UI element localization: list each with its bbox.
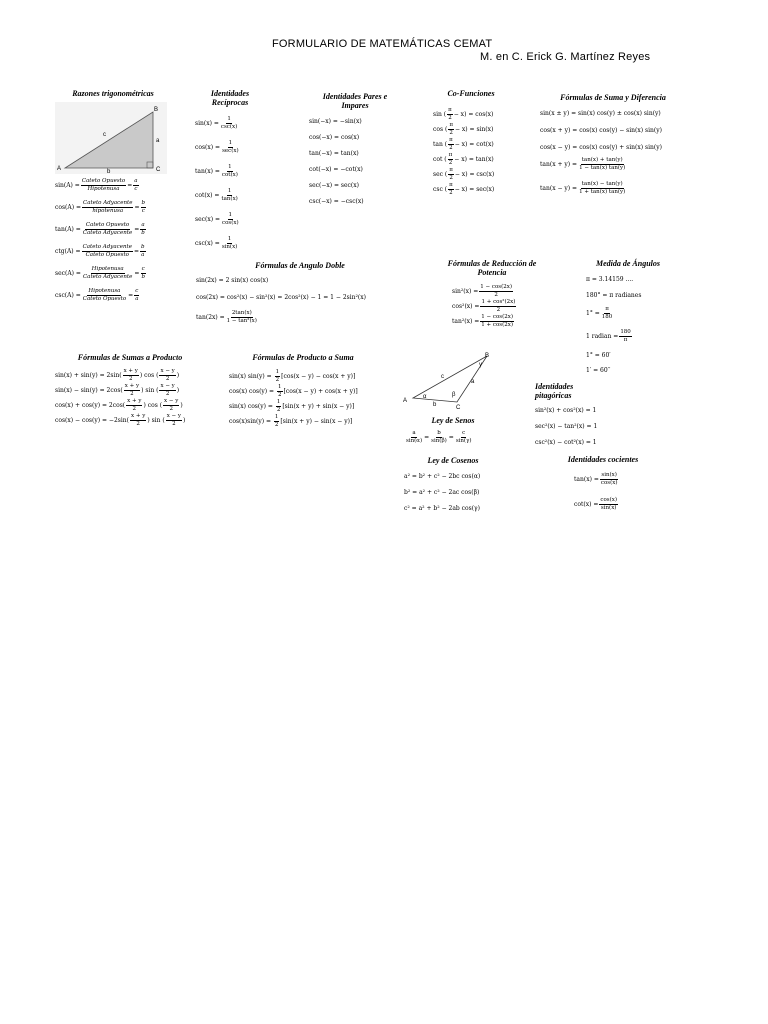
cociente-tan: tan(x) = $\frac{\sin(x)}{\cos(x)}$ xyxy=(574,472,618,486)
cociente-cot: cot(x) = $\frac{\cos(x)}{\sin(x)}$ xyxy=(574,497,617,511)
triangle-label-c-vertex: C xyxy=(156,167,161,173)
razon-csc: csc(A) = $\frac{\text{Hipotenusa}}{\text{Cateto Opuesto}}$ = $\frac{c}{a}$ xyxy=(55,288,139,302)
producto-suma-4: cos(x)sin(y) = $\frac{1}{2}$ [sin(x + y) − sin(x − y)] xyxy=(229,414,353,428)
oblique-label-a-vertex: A xyxy=(403,398,408,404)
reciproca-csc: csc(x) = $\frac{1}{\sin(x)}$ xyxy=(195,236,238,250)
producto-suma-2: cos(x) cos(y) = $\frac{1}{2}$ [cos(x − y) + cos(x + y)] xyxy=(229,384,358,398)
cofunciones-heading: Co-Funciones xyxy=(447,89,495,98)
pitagorica-2: sec²(x) − tan²(x) = 1 xyxy=(535,423,598,430)
cofuncion-tan: tan ( $\frac{\pi}{2}$ − x) = cot(x) xyxy=(433,137,494,151)
oblique-label-b-side: b xyxy=(433,402,437,408)
triangle-label-c-side: c xyxy=(103,132,106,138)
cofunciones-list xyxy=(433,107,494,196)
medida-180: 180° = π radianes xyxy=(586,292,642,299)
triangle-label-b-vertex: B xyxy=(154,107,159,113)
cocientes-heading: Identidades cocientes xyxy=(567,455,639,464)
producto-suma-heading: Fórmulas de Producto a Suma xyxy=(252,353,354,362)
reciproca-sin: sin(x) = $\frac{1}{\csc(x)}$ xyxy=(195,116,238,130)
triangle-label-a-side: a xyxy=(156,138,160,144)
par-csc: csc(−x) = −csc(x) xyxy=(309,198,364,205)
reciprocas-list xyxy=(195,116,241,250)
producto-suma-3: sin(x) cos(y) = $\frac{1}{2}$ [sin(x + y) + sin(x − y)] xyxy=(229,399,355,413)
reduccion-cos: cos²(x) = $\frac{\text{1 + cos²(2x)}}{2}$ xyxy=(452,299,516,313)
par-sin: sin(−x) = −sin(x) xyxy=(309,118,362,125)
suma-producto-2: sin(x) − sin(y) = 2cos ( $\frac{x + y}{2}$ ) sin ( $\frac{x - y}{2}$ ) xyxy=(55,383,180,397)
cofuncion-cot: cot ( $\frac{\pi}{2}$ − x) = tan(x) xyxy=(433,152,494,166)
suma-producto-4: cos(x) − cos(y) = −2sin ( $\frac{x + y}{2}$ ) sin ( $\frac{x - y}{2}$ ) xyxy=(55,413,186,427)
oblique-label-c-side: c xyxy=(441,374,444,380)
reciprocas-heading: Identidades Recíprocas xyxy=(210,89,250,107)
suma-diferencia-list xyxy=(540,110,662,152)
medida-segundo: 1′ = 60′′ xyxy=(586,367,611,374)
pares-heading: Identidades Pares e Impares xyxy=(322,92,388,110)
reciproca-cot: cot(x) = $\frac{1}{\tan(x)}$ xyxy=(195,188,238,202)
triangle-label-b-side: b xyxy=(107,169,111,174)
angulo-doble-list xyxy=(196,277,366,302)
diferencia-cos: cos(x − y) = cos(x) cos(y) + sin(x) sin(y) xyxy=(540,144,662,151)
reciproca-tan: tan(x) = $\frac{1}{\cot(x)}$ xyxy=(195,164,238,178)
pitagorica-3: csc²(x) − cot²(x) = 1 xyxy=(535,439,597,446)
oblique-label-beta: β xyxy=(452,392,456,398)
suma-producto-1: sin(x) + sin(y) = 2sin ( $\frac{x + y}{2}$ ) cos ( $\frac{x - y}{2}$ ) xyxy=(55,368,180,382)
author-name: M. en C. Erick G. Martínez Reyes xyxy=(480,51,651,63)
producto-suma-list xyxy=(229,369,358,428)
oblique-label-a-side: a xyxy=(471,379,475,385)
reduccion-list xyxy=(452,284,517,328)
suma-producto-3: cos(x) + cos(y) = 2cos ( $\frac{x + y}{2}$ ) cos ( $\frac{x - y}{2}$ ) xyxy=(55,398,183,412)
doble-cos: cos(2x) = cos²(x) − sin²(x) = 2cos²(x) − 1 = 1 − 2sin²(x) xyxy=(196,294,366,301)
par-sec: sec(−x) = sec(x) xyxy=(309,182,359,189)
medida-1-radian: 1 radian = $\frac{180}{\pi}$ xyxy=(586,329,631,343)
razones-list xyxy=(55,178,147,302)
diferencia-tan: tan(x − y) = $\frac{\tan(x) - \tan(y)}{1 + \tan(x) \tan(y)}$ xyxy=(540,181,626,195)
reduccion-sin: sin²(x) = $\frac{1 - \cos(2x)}{2}$ xyxy=(452,284,512,298)
oblique-label-gamma: γ xyxy=(479,362,482,368)
razon-sec: sec(A) = $\frac{\text{Hipotenusa}}{\text{Cateto Adyacente}}$ = $\frac{c}{b}$ xyxy=(55,266,145,280)
reciproca-cos: cos(x) = $\frac{1}{\sec(x)}$ xyxy=(195,140,239,154)
cosenos-heading: Ley de Cosenos xyxy=(427,456,479,465)
producto-suma-1: sin(x) sin(y) = $\frac{1}{2}$ [cos(x − y) − cos(x + y)] xyxy=(229,369,356,383)
cofuncion-sin: sin ( $\frac{\pi}{2}$ − x) = cos(x) xyxy=(433,107,494,121)
pitagoricas-list xyxy=(535,407,597,447)
medida-minuto: 1° = 60′ xyxy=(586,352,611,359)
coseno-a: a² = b² + c² − 2bc cos(α) xyxy=(404,473,481,480)
par-cot: cot(−x) = −cot(x) xyxy=(309,166,363,173)
coseno-b: b² = a² + c² − 2ac cos(β) xyxy=(404,489,480,496)
pitagorica-1: sin²(x) + cos²(x) = 1 xyxy=(535,407,597,414)
suma-sin: sin(x ± y) = sin(x) cos(y) ± cos(x) sin(y) xyxy=(540,110,661,117)
reduccion-tan: tan²(x) = $\frac{1 - \cos(2x)}{1 + \cos(2x)}$ xyxy=(452,314,513,328)
medida-pi: π = 3.14159 .... xyxy=(586,276,634,283)
oblique-label-alpha: α xyxy=(423,394,427,400)
oblique-triangle-figure xyxy=(401,350,501,410)
medida-1-grado: 1° = $\frac{\pi}{180}$ xyxy=(586,306,613,320)
razon-tan: tan(A) = $\frac{\text{Cateto Opuesto}}{\text{Cateto Adyacente}}$ = $\frac{a}{b}$ xyxy=(55,222,145,236)
razon-sin: sin(A) = $\frac{\text{Cateto Opuesto}}{\text{Hipotenusa}}$ = $\frac{a}{c}$ xyxy=(55,178,138,192)
right-triangle-figure xyxy=(55,102,167,174)
reciproca-sec: sec(x) = $\frac{1}{\cos(x)}$ xyxy=(195,212,239,226)
razon-ctg: ctg(A) = $\frac{\text{Cateto Adyacente}}{\text{Cateto Opuesto}}$ = $\frac{b}{a}$ xyxy=(55,244,145,258)
oblique-label-c-vertex: C xyxy=(456,405,461,410)
doble-sin: sin(2x) = 2 sin(x) cos(x) xyxy=(196,277,269,284)
ley-senos-formula: $\frac{a}{\sin(\alpha)}$ = $\frac{b}{\sin(\beta)}$ = $\frac{c}{\sin(\gamma)}$ xyxy=(406,430,472,444)
senos-heading: Ley de Senos xyxy=(431,416,475,425)
cofuncion-sec: sec ( $\frac{\pi}{2}$ − x) = csc(x) xyxy=(433,167,495,181)
pitagoricas-heading: Identidades pitagóricas xyxy=(535,382,574,400)
sumas-producto-list xyxy=(55,368,185,427)
razones-heading: Razones trigonométricas xyxy=(72,89,154,98)
par-tan: tan(−x) = tan(x) xyxy=(309,150,359,157)
suma-tan: tan(x + y) = $\frac{\tan(x) + \tan(y)}{1 - \tan(x) \tan(y)}$ xyxy=(540,157,626,171)
par-cos: cos(−x) = cos(x) xyxy=(309,134,360,141)
pares-list xyxy=(309,118,364,206)
medida-heading: Medida de Ángulos xyxy=(595,259,660,268)
doble-tan: tan(2x) = $\frac{2\tan(x)}{\text{1 − tan²(x)}}$ xyxy=(196,310,257,324)
angulo-doble-heading: Fórmulas de Angulo Doble xyxy=(255,261,345,270)
page-title: FORMULARIO DE MATEMÁTICAS CEMAT xyxy=(272,38,493,50)
oblique-label-b-vertex: B xyxy=(485,353,490,359)
razon-cos: cos(A) = $\frac{\text{Cateto Adyacente}}{\text{hipotenusa}}$ = $\frac{b}{c}$ xyxy=(55,200,146,214)
cofuncion-cos: cos ( $\frac{\pi}{2}$ − x) = sin(x) xyxy=(433,122,494,136)
sumas-producto-heading: Fórmulas de Sumas a Producto xyxy=(77,353,183,362)
coseno-c: c² = a² + b² − 2ab cos(γ) xyxy=(404,505,480,512)
reduccion-heading: Fórmulas de Reducción de Potencia xyxy=(447,259,537,277)
suma-cos: cos(x + y) = cos(x) cos(y) − sin(x) sin(y) xyxy=(540,127,662,134)
triangle-label-a-vertex: A xyxy=(57,166,62,172)
suma-diferencia-heading: Fórmulas de Suma y Diferencia xyxy=(560,93,666,102)
cofuncion-csc: csc ( $\frac{\pi}{2}$ − x) = sec(x) xyxy=(433,182,495,196)
cosenos-list xyxy=(404,473,480,513)
